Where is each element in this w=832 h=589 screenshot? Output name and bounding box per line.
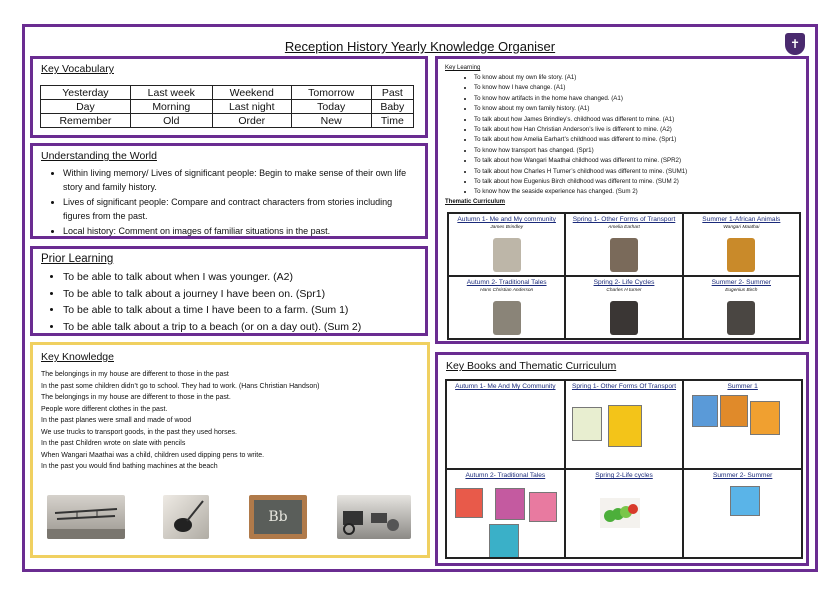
prior-learning-box [30, 246, 428, 336]
books-term: Autumn 2- Traditional Tales [465, 472, 546, 479]
slate-text: Bb [254, 500, 302, 534]
page-title: Reception History Yearly Knowledge Organiser [284, 39, 556, 54]
list-item: • Within living memory/ Lives of significant people: Begin to make sense of their own life story and family history. [63, 166, 415, 194]
understanding-list [63, 166, 415, 239]
vocab-cell: Morning [130, 100, 212, 114]
knowledge-line: We use trucks to transport goods, in the past they used horses. [41, 428, 237, 436]
list-item: • To know about my own life story. (A1) [474, 73, 687, 83]
knowledge-line: People wore different clothes in the past. [41, 405, 168, 413]
vocab-cell: Yesterday [41, 86, 131, 100]
vocab-cell: Last week [130, 86, 212, 100]
list-item: • To talk about how Charles H Turner’s childhood was different to mine. (SUM1) [474, 167, 687, 177]
thematic-person: Amelia Earhart [608, 225, 640, 230]
vocab-cell: Baby [371, 100, 413, 114]
slate-board-photo [249, 495, 307, 539]
list-item: • To know about my own family history. (A1) [474, 104, 687, 114]
ink-pen-photo [163, 495, 209, 539]
table-row [41, 100, 414, 114]
thematic-person: James Brindley [490, 225, 524, 230]
key-books-box [435, 352, 809, 566]
list-item: • To know how transport has changed. (Spr1) [474, 146, 687, 156]
book-cover [730, 486, 760, 516]
books-cell [683, 469, 802, 558]
list-item: • To be able to talk about a journey I have been on. (Spr1) [63, 287, 415, 303]
book-cover [495, 488, 525, 520]
books-term: Autumn 1- Me And My Community [455, 383, 556, 390]
school-crest-icon: ✝ [785, 33, 805, 55]
portrait-photo [493, 238, 521, 272]
book-cover [608, 405, 642, 447]
books-cell [446, 380, 565, 469]
knowledge-line: The belongings in my house are different to those in the past. [41, 394, 231, 401]
thematic-term: Autumn 1- Me and My community [457, 216, 556, 223]
thematic-term: Summer 1-African Animals [702, 216, 781, 223]
vocab-cell: Last night [212, 100, 291, 114]
book-cover [750, 401, 780, 435]
thematic-cell [565, 276, 682, 339]
list-item: • Local history: Comment on images of familiar situations in the past. [63, 224, 415, 238]
vocab-cell: Order [212, 114, 291, 128]
list-item: • To be able talk about a trip to a beach (or on a day out). (Sum 2) [63, 320, 415, 336]
thematic-cell [565, 213, 682, 276]
key-learning-box [435, 56, 809, 344]
book-cover [572, 407, 602, 441]
books-cell [446, 469, 565, 558]
key-books-heading: Key Books and Thematic Curriculum [446, 360, 617, 372]
thematic-person: Charles H turner [606, 288, 642, 293]
book-cover [600, 498, 640, 528]
portrait-photo [610, 238, 638, 272]
books-term: Spring 1- Other Forms Of Transport [571, 383, 677, 390]
thematic-cell [448, 213, 565, 276]
thematic-person: Eugenius Birch [725, 288, 758, 293]
vocabulary-table [40, 85, 414, 128]
list-item: • To know how artifacts in the home have changed. (A1) [474, 94, 687, 104]
list-item: • To talk about how James Brindley’s. childhood was different to mine. (A1) [474, 115, 687, 125]
list-item: • To be able to talk about when I was younger. (A2) [63, 270, 415, 286]
thematic-cell [683, 213, 800, 276]
prior-learning-list [63, 270, 415, 336]
table-row [41, 114, 414, 128]
list-item: • To talk about how Wangari Maathai childhood was different to mine. (SPR2) [474, 156, 687, 166]
book-cover [692, 395, 718, 427]
key-knowledge-box [30, 342, 430, 558]
portrait-photo [727, 238, 755, 272]
thematic-cell [448, 276, 565, 339]
thematic-term: Spring 1- Other Forms of Transport [572, 216, 676, 223]
portrait-photo [493, 301, 521, 335]
thematic-term: Summer 2- Summer [711, 279, 771, 286]
key-knowledge-text [41, 369, 319, 473]
knowledge-line: When Wangari Maathai was a child, children used dipping pens to write. [41, 451, 265, 459]
list-item: • To know how the seaside experience has changed. (Sum 2) [474, 187, 687, 197]
old-airplane-photo [47, 495, 125, 539]
understanding-world-heading: Understanding the World [41, 150, 157, 162]
list-item: • Lives of significant people: Compare and contract characters from stories including figures from the past. [63, 195, 415, 223]
key-vocabulary-heading: Key Vocabulary [41, 63, 114, 75]
key-knowledge-heading: Key Knowledge [41, 351, 114, 363]
books-cell [683, 380, 802, 469]
books-term: Summer 2- Summer [712, 472, 773, 479]
book-cover [720, 395, 748, 427]
portrait-photo [610, 301, 638, 335]
vocab-cell: Time [371, 114, 413, 128]
list-item: • To be able to talk about a time I have been to a farm. (Sum 1) [63, 303, 415, 319]
vocab-cell: Today [291, 100, 371, 114]
book-cover [489, 524, 519, 558]
table-row [41, 86, 414, 100]
thematic-cell [683, 276, 800, 339]
thematic-person: Hans Christian Anderson [480, 288, 534, 293]
thematic-grid [447, 212, 801, 340]
thematic-curriculum-heading: Thematic Curriculum [445, 199, 506, 205]
portrait-photo [727, 301, 755, 335]
key-learning-heading: Key Learning [445, 65, 481, 71]
list-item: • To know how I have change. (A1) [474, 83, 687, 93]
knowledge-line: In the past Children wrote on slate with pencils [41, 440, 186, 447]
books-term: Summer 1 [727, 383, 758, 390]
list-item: • To talk about how Eugenius Birch childhood was different to mine. (SUM 2) [474, 177, 687, 187]
vocab-cell: Remember [41, 114, 131, 128]
book-cover [455, 488, 483, 518]
vocab-cell: Weekend [212, 86, 291, 100]
thematic-term: Autumn 2- Traditional Tales [466, 279, 547, 286]
knowledge-line: In the past some children didn’t go to school. They had to work. (Hans Christian Handson) [41, 382, 320, 390]
books-grid [445, 379, 803, 559]
prior-learning-heading: Prior Learning [41, 253, 114, 265]
vocab-cell: Tomorrow [291, 86, 371, 100]
key-learning-list [474, 73, 687, 198]
knowledge-line: The belongings in my house are different to those in the past [41, 371, 229, 378]
knowledge-line: In the past planes were small and made of wood [41, 417, 192, 424]
vocab-cell: Old [130, 114, 212, 128]
knowledge-line: In the past you would find bathing machines at the beach [41, 463, 218, 470]
list-item: • To talk about how Amelia Earhart’s childhood was different to mine. (Spr1) [474, 135, 687, 145]
list-item: • To talk about how Han Christian Anderson’s live is different to mine. (A2) [474, 125, 687, 135]
horses-cart-photo [337, 495, 411, 539]
books-cell [565, 380, 684, 469]
vocab-cell: Day [41, 100, 131, 114]
vocab-cell: New [291, 114, 371, 128]
thematic-term: Spring 2- Life Cycles [593, 279, 655, 286]
books-cell [565, 469, 684, 558]
thematic-person: Wangari Maathai [723, 225, 760, 230]
key-vocabulary-box [30, 56, 428, 138]
book-cover [529, 492, 557, 522]
understanding-world-box [30, 143, 428, 239]
books-term: Spring 2-Life cycles [595, 472, 653, 479]
vocab-cell: Past [371, 86, 413, 100]
